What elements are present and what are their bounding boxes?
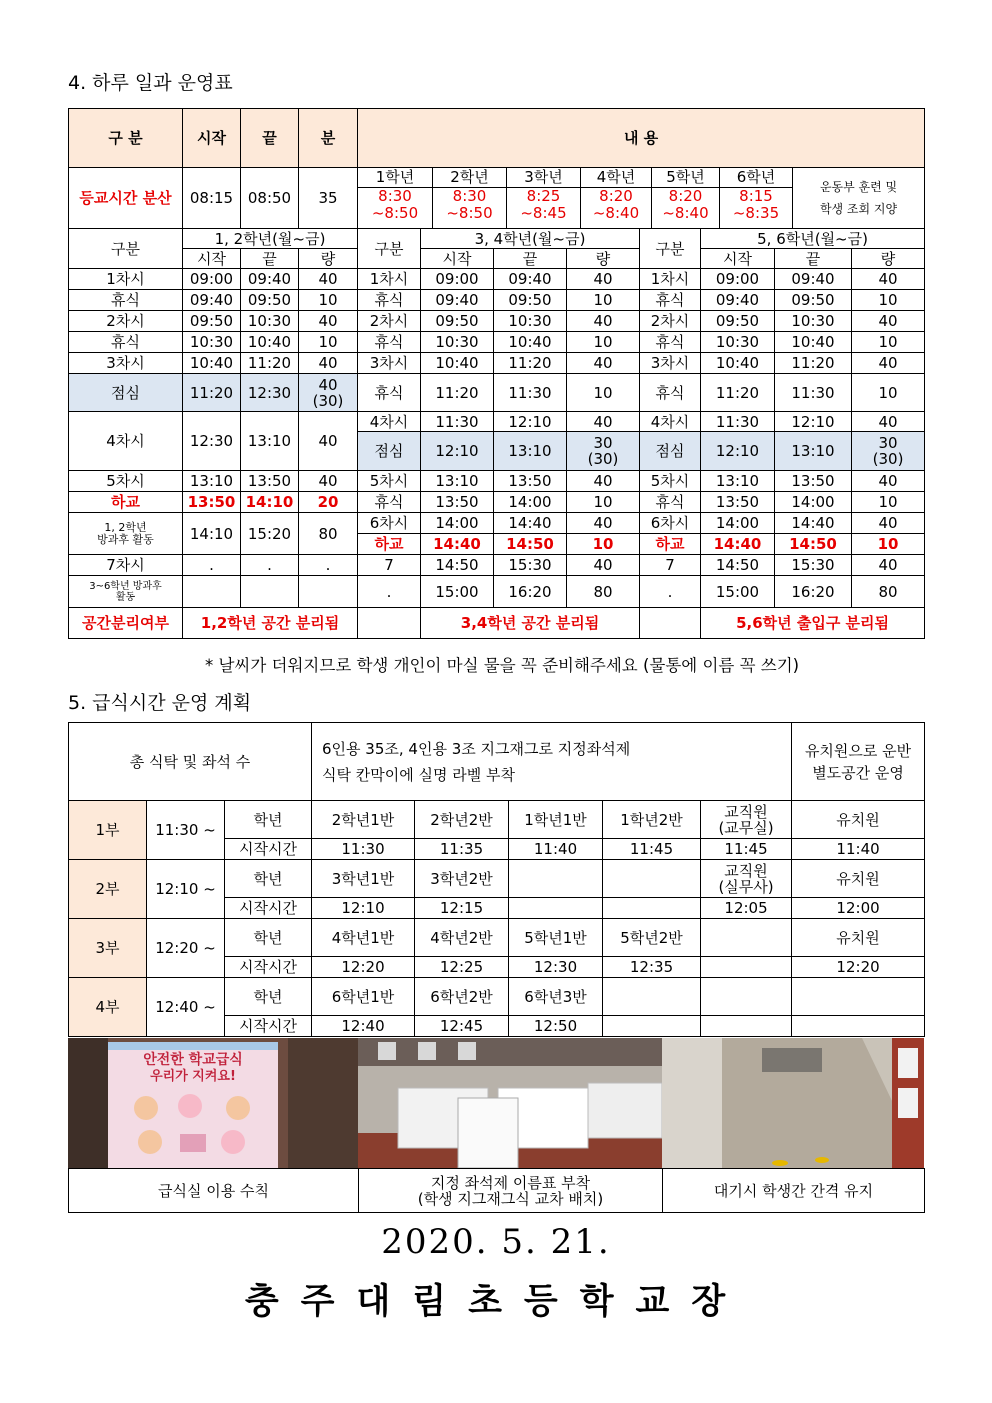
header-start: 시작 [183,109,241,168]
arrival-grade-2: 2학년 8:30 ~8:50 [433,168,507,228]
header-content: 내 용 [358,109,925,168]
group-34-header: 3, 4학년(월~금) [421,229,640,249]
table-row: 휴식 10:30 10:40 10 휴식 10:30 10:40 10 휴식 10:30 10:40 10 [69,332,925,353]
session-3-name: 3부 [69,919,147,978]
table-row: 5차시 13:10 13:50 40 5차시 13:10 13:50 40 5차시 13:10 13:50 40 [69,471,925,492]
group-gubun-1: 구분 [69,229,183,269]
water-note: * 날씨가 더워지므로 학생 개인이 마실 물을 꼭 준비해주세요 (물통에 이름 꼭 쓰기) [205,656,800,675]
table-row: 4차시 12:30 13:10 40 4차시 11:30 12:10 40 4차시 11:30 12:10 40 [69,412,925,432]
table-row: 휴식 09:40 09:50 10 휴식 09:40 09:50 10 휴식 09:40 09:50 10 [69,290,925,311]
table-row: 3차시 10:40 11:20 40 3차시 10:40 11:20 40 3차시 10:40 11:20 40 [69,353,925,374]
header-gubun: 구 분 [69,109,183,168]
caption-lunch-rules: 급식실 이용 수칙 [69,1169,359,1213]
svg-text:안전한 학교급식: 안전한 학교급식 [143,1052,243,1068]
arrival-end: 08:50 [241,168,299,229]
arrival-grade-4: 4학년 8:20 ~8:40 [581,168,652,228]
session-4-grades: 4부 12:40 ~ 학년 6학년1반 6학년2반 6학년3반 [69,978,925,1016]
group-gubun-3: 구분 [640,229,701,269]
arrival-grade-1: 1학년 8:30 ~8:50 [358,168,433,228]
group-56-header: 5, 6학년(월~금) [701,229,925,249]
session-1-name: 1부 [69,801,147,860]
session-1-grades: 1부 11:30 ~ 학년 2학년1반 2학년2반 1학년1반 1학년2반 교직원 (교무실) 유치원 [69,801,925,839]
arrival-grade-5: 5학년 8:20 ~8:40 [652,168,720,228]
session-2-name: 2부 [69,860,147,919]
table-row: 점심 12:10 13:10 30 (30) 점심 12:10 13:10 30 (30) [69,432,925,471]
col-start: 시작 [701,249,775,269]
section4-title: 4. 하루 일과 운영표 [68,72,233,94]
group-12-header: 1, 2학년(월~금) [183,229,358,249]
arrival-grade-6: 6학년 8:15 ~8:35 [720,168,793,228]
arrival-label: 등교시간 분산 [69,168,183,229]
caption-waiting-distance: 대기시 학생간 간격 유지 [663,1169,925,1213]
arrival-grade-3: 3학년 8:25 ~8:45 [507,168,581,228]
col-amt: 량 [299,249,358,269]
table-row: 하교 13:50 14:10 20 휴식 13:50 14:00 10 휴식 13:50 14:00 10 [69,492,925,513]
photo-captions [68,1168,925,1213]
session-3-grades: 3부 12:20 ~ 학년 4학년1반 4학년2반 5학년1반 5학년2반 유치원 [69,919,925,957]
table-row: 2차시 09:50 10:30 40 2차시 09:50 10:30 40 2차시 09:50 10:30 40 [69,311,925,332]
document-date: 2020. 5. 21. [381,1222,611,1262]
session-4-times: 시작시간 12:40 12:45 12:50 [69,1016,925,1037]
col-end: 끝 [494,249,567,269]
photo-lunch-rules-poster [68,1038,358,1168]
svg-text:우리가 지켜요!: 우리가 지켜요! [150,1069,236,1084]
header-min: 분 [299,109,358,168]
session-1-times: 시작시간 11:30 11:35 11:40 11:45 11:45 11:40 [69,839,925,860]
header-end: 끝 [241,109,299,168]
lunch-plan-table [68,722,925,1037]
col-start: 시작 [421,249,494,269]
group-gubun-2: 구분 [358,229,421,269]
col-end: 끝 [241,249,299,269]
total-seats-desc: 6인용 35조, 4인용 3조 지그재그로 지정좌석제 식탁 칸막이에 실명 라벨 부착 [312,723,792,801]
arrival-note: 운동부 훈련 및 학생 조회 지양 [819,180,898,216]
table-row: 점심 11:20 12:30 40 (30) 휴식 11:20 11:30 10 휴식 11:20 11:30 10 [69,374,925,412]
session-2-times: 시작시간 12:10 12:15 12:05 12:00 [69,898,925,919]
table-row: 3~6학년 방과후 활동 . 15:00 16:20 80 . 15:00 16:20 80 [69,576,925,608]
table-row: 하교 14:40 14:50 10 하교 14:40 14:50 10 [69,534,925,555]
col-start: 시작 [183,249,241,269]
session-4-name: 4부 [69,978,147,1037]
table-row: 1, 2학년 방과후 활동 14:10 15:20 80 6차시 14:00 14:40 40 6차시 14:00 14:40 40 [69,513,925,534]
daily-schedule-table [68,108,925,639]
session-2-grades: 2부 12:10 ~ 학년 3학년1반 3학년2반 교직원 (실무사) 유치원 [69,860,925,898]
arrival-start: 08:15 [183,168,241,229]
photo-desk-dividers [358,1038,662,1168]
col-amt: 량 [852,249,925,269]
space-separation-row: 공간분리여부 1,2학년 공간 분리됨 3,4학년 공간 분리됨 5,6학년 출입구 분리됨 [69,608,925,639]
photo-waiting-hallway [662,1038,924,1168]
total-seats-label: 총 식탁 및 좌석 수 [69,723,312,801]
section5-title: 5. 급식시간 운영 계획 [68,692,252,714]
col-amt: 량 [567,249,640,269]
arrival-min: 35 [299,168,358,229]
col-end: 끝 [775,249,852,269]
principal-signature: 충주대림초등학교장 [244,1281,748,1322]
caption-seat-labels: 지정 좌석제 이름표 부착 (학생 지그재그식 교차 배치) [359,1169,663,1213]
table-row: 1차시 09:00 09:40 40 1차시 09:00 09:40 40 1차시 09:00 09:40 40 [69,269,925,290]
session-3-times: 시작시간 12:20 12:25 12:30 12:35 12:20 [69,957,925,978]
table-row: 7차시 . . . 7 14:50 15:30 40 7 14:50 15:30 40 [69,555,925,576]
kinder-desc: 유치원으로 운반 별도공간 운영 [792,723,925,801]
